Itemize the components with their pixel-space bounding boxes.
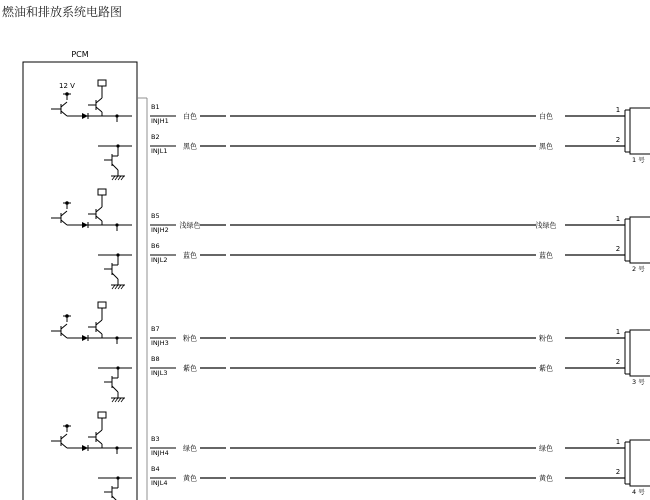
low-connector-pin: 2 [615,245,621,253]
ground-hatch [115,285,118,289]
ground-hatch [115,398,118,402]
supply-node [65,424,69,428]
low-pin-label: B6 [151,242,160,250]
high-wire-color-left: 白色 [183,112,197,121]
supply-node [65,201,69,205]
high-connector-pin: 1 [615,106,621,114]
connector-label: 2 号 [632,265,645,273]
low-connector-pin: 2 [615,358,621,366]
diode [82,222,88,228]
high-wire-color-left: 绿色 [183,444,197,453]
diode [82,113,88,119]
high-connector-pin: 1 [615,215,621,223]
ground-hatch [121,176,124,180]
low-signal-label: INJL4 [151,479,168,487]
ground-hatch [121,285,124,289]
high-pin-label: B5 [151,212,160,220]
low-transistor-emitter [112,496,118,500]
transistor-emitter [61,111,67,116]
low-signal-label: INJL3 [151,369,168,377]
transistor2-collector [96,98,102,103]
transistor2-supply-symbol [98,189,106,195]
high-connector-pin: 1 [615,438,621,446]
ground-hatch [112,398,115,402]
low-transistor-emitter [112,164,118,170]
low-wire-color-left: 蓝色 [183,251,197,260]
low-wire-color-right: 蓝色 [539,251,553,260]
low-wire-color-right: 紫色 [539,364,553,373]
low-wire-color-right: 黄色 [539,474,553,483]
low-connector-pin: 2 [615,136,621,144]
injector-connector [630,330,650,376]
high-wire-color-right: 白色 [539,112,553,121]
supply-node [65,314,69,318]
transistor-collector [61,102,67,107]
injector-group-4 [51,412,650,500]
connector-label: 1 号 [632,156,645,164]
high-wire-color-left: 粉色 [183,334,197,343]
low-wire-color-right: 黑色 [539,142,553,151]
diagram-title: 燃油和排放系统电路图 [2,5,123,19]
high-connector-pin: 1 [615,328,621,336]
injector-connector [630,108,650,154]
pcm-box [23,62,137,500]
low-connector-pin: 2 [615,468,621,476]
low-pin-label: B2 [151,133,160,141]
low-transistor-emitter [112,386,118,392]
injector-group-2 [51,189,650,289]
injector-group-1 [51,80,650,180]
ground-hatch [118,398,121,402]
transistor2-emitter [96,439,102,444]
supply-node [65,92,69,96]
high-pin-label: B3 [151,435,160,443]
transistor-collector [61,324,67,329]
high-wire-color-right: 粉色 [539,334,553,343]
connector-label: 4 号 [632,488,645,496]
injector-group-3 [51,302,650,402]
ground-hatch [118,285,121,289]
low-wire-color-left: 黑色 [183,142,197,151]
low-pin-label: B8 [151,355,160,363]
connector-label: 3 号 [632,378,645,386]
high-wire-color-right: 浅绿色 [535,221,557,230]
ground-hatch [112,176,115,180]
high-wire-color-right: 绿色 [539,444,553,453]
ground-hatch [115,176,118,180]
transistor2-supply-symbol [98,80,106,86]
high-signal-label: INJH1 [151,117,169,125]
transistor-emitter [61,443,67,448]
ground-hatch [112,285,115,289]
transistor2-supply-symbol [98,412,106,418]
injector-groups [51,80,650,500]
low-transistor-emitter [112,273,118,279]
low-pin-label: B4 [151,465,160,473]
transistor-collector [61,434,67,439]
high-wire-color-left: 浅绿色 [179,221,201,230]
high-signal-label: INJH2 [151,226,169,234]
high-signal-label: INJH3 [151,339,169,347]
transistor2-emitter [96,107,102,112]
transistor-collector [61,211,67,216]
diode [82,335,88,341]
low-wire-color-left: 紫色 [183,364,197,373]
transistor2-supply-symbol [98,302,106,308]
transistor-emitter [61,333,67,338]
ground-hatch [118,176,121,180]
transistor2-collector [96,320,102,325]
low-signal-label: INJL1 [151,147,168,155]
high-pin-label: B1 [151,103,160,111]
transistor2-emitter [96,329,102,334]
transistor2-collector [96,430,102,435]
low-wire-color-left: 黄色 [183,474,197,483]
transistor2-collector [96,207,102,212]
high-pin-label: B7 [151,325,160,333]
injector-connector [630,217,650,263]
transistor2-emitter [96,216,102,221]
injector-connector [630,440,650,486]
low-signal-label: INJL2 [151,256,168,264]
ground-hatch [121,398,124,402]
transistor-emitter [61,220,67,225]
diode [82,445,88,451]
high-signal-label: INJH4 [151,449,169,457]
supply-label: 12 V [59,82,75,90]
pcm-label: PCM [71,50,89,59]
